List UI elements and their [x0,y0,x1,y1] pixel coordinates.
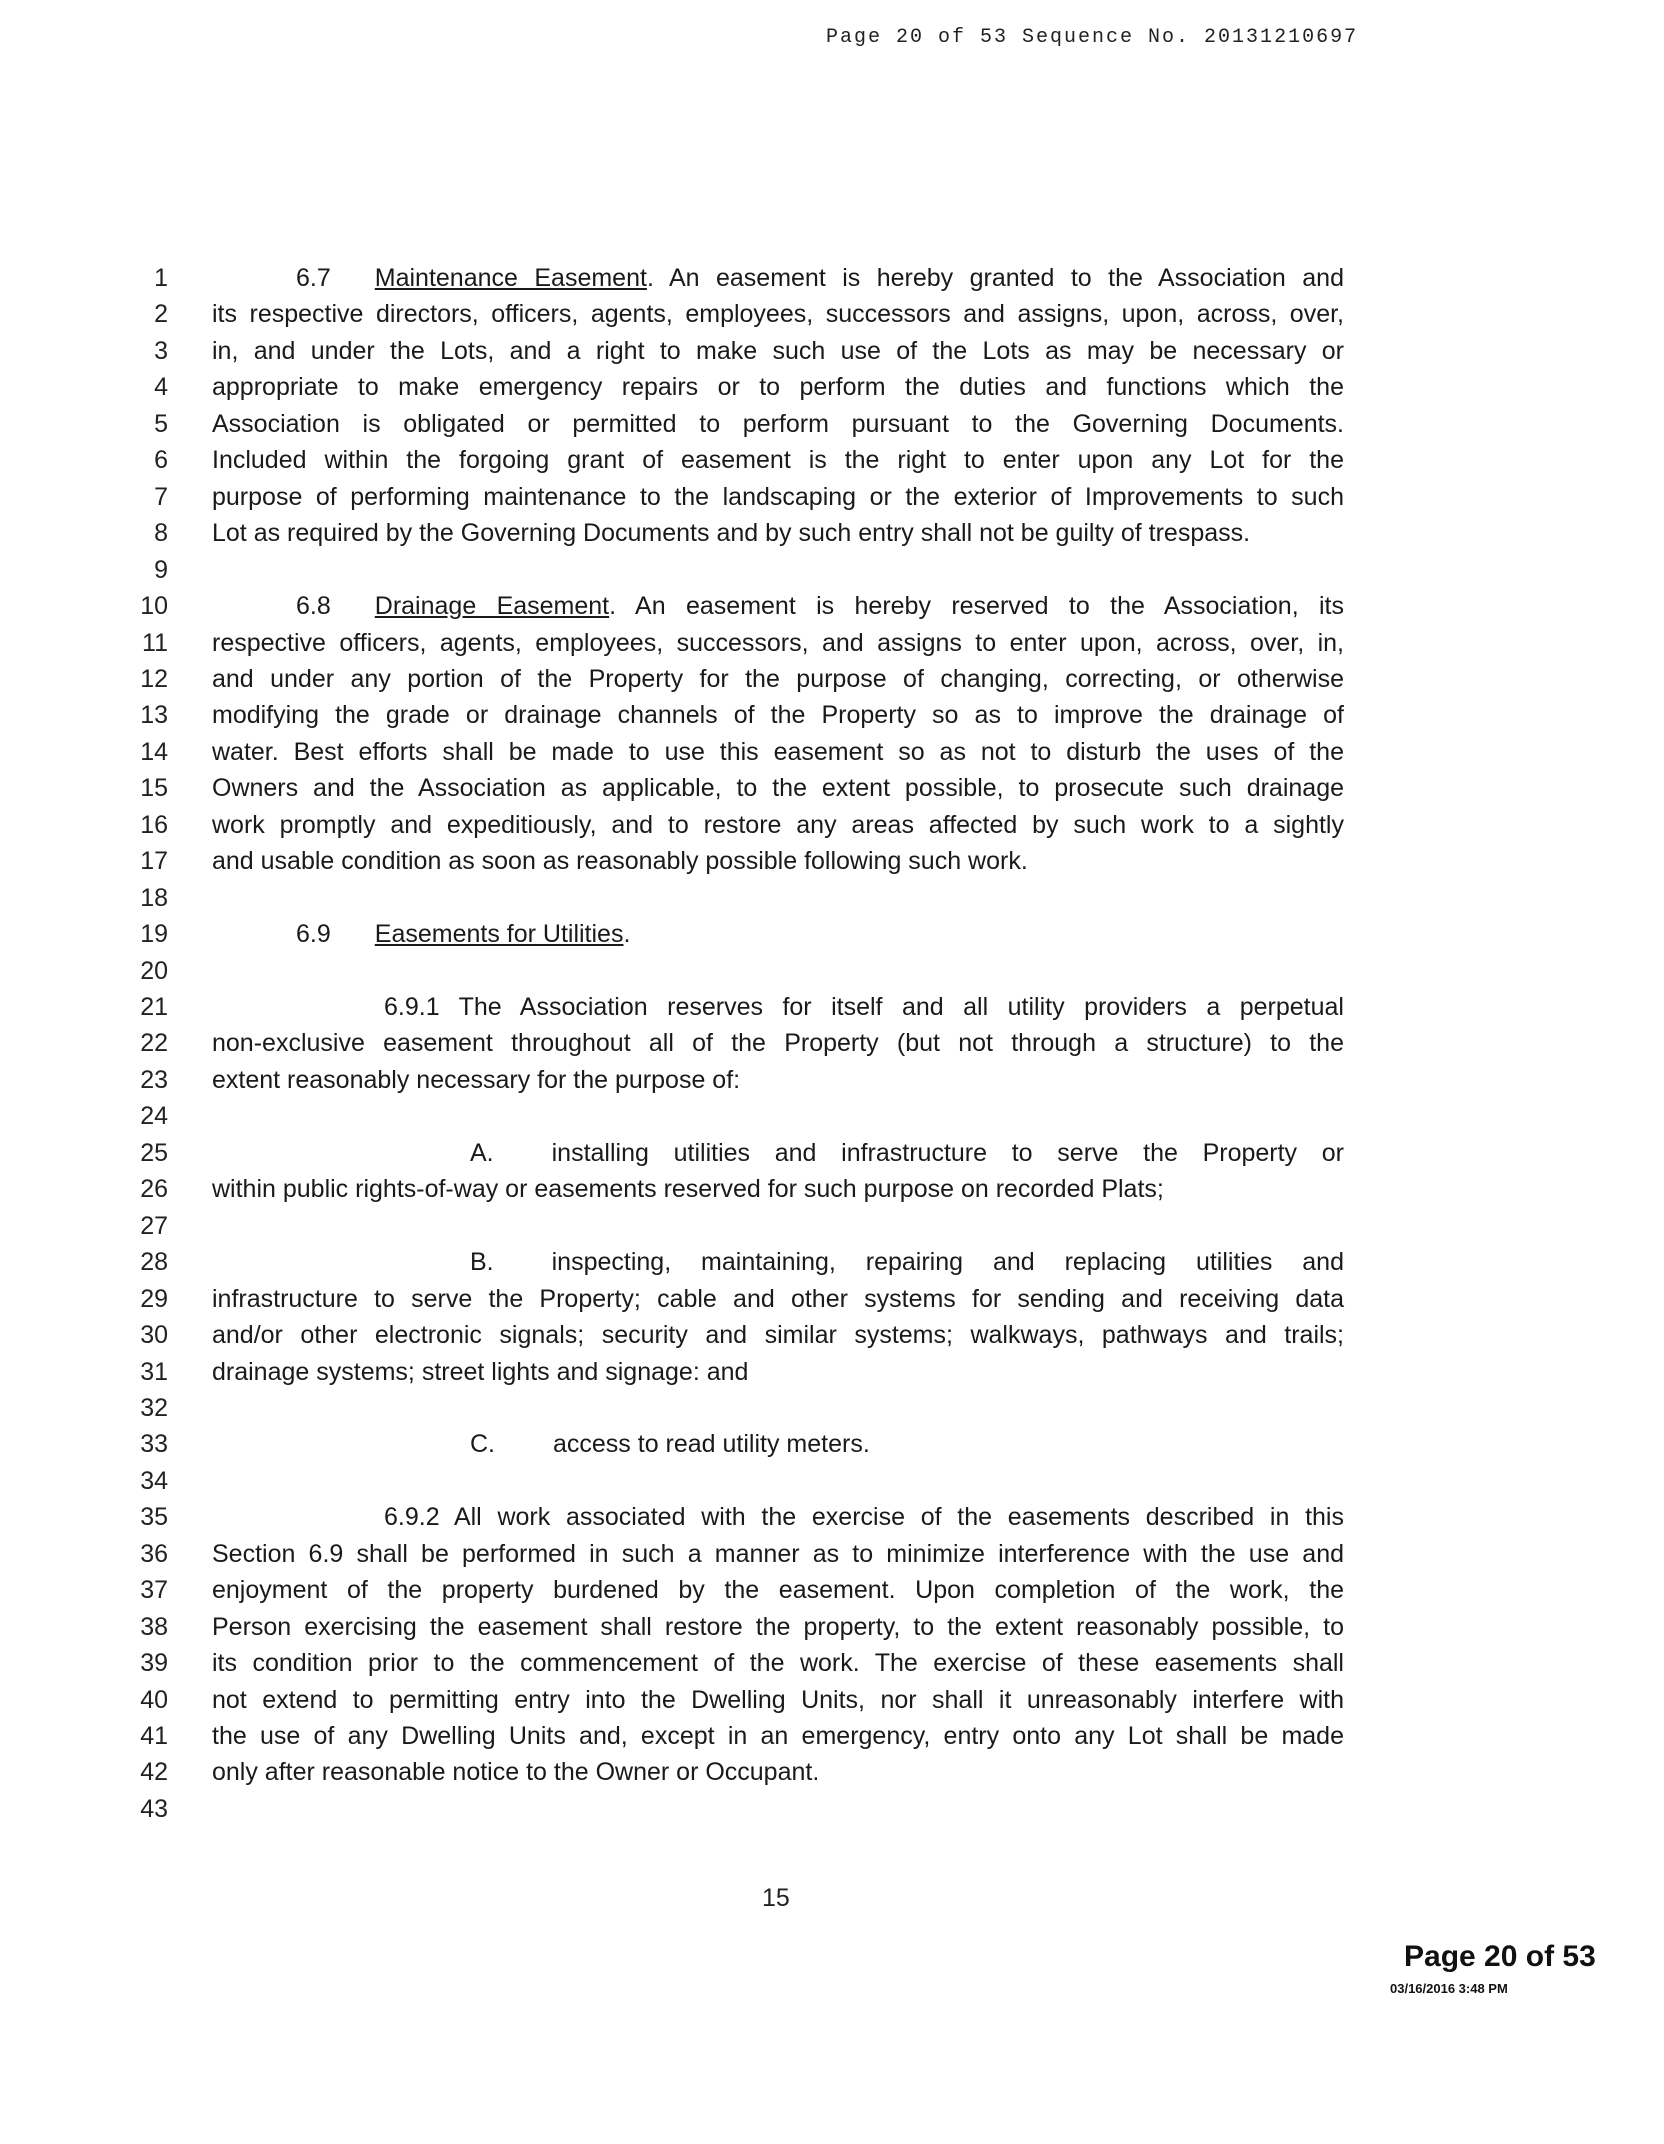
text-run: . An easement is hereby granted to the Association and [646,264,1344,292]
line-text: modifying the grade or drainage channels of the Property so as to improve the drainage of [212,701,1344,730]
doc-line [0,697,1664,733]
line-number: 34 [140,1466,168,1495]
line-number: 23 [140,1065,168,1094]
doc-line [0,1426,1664,1462]
doc-line [0,1754,1664,1790]
line-number: 11 [142,628,168,657]
doc-line [0,406,1664,442]
line-number: 18 [140,883,168,912]
line-number: 38 [140,1612,168,1641]
doc-line [0,260,1664,296]
line-text: Included within the forgoing grant of easement is the right to enter upon any Lot for the [212,446,1344,475]
line-number: 16 [140,810,168,839]
line-text: Section 6.9 shall be performed in such a manner as to minimize interference with the use and [212,1539,1344,1568]
text-run: access to read utility meters. [553,1430,870,1459]
line-number: 14 [140,737,168,766]
text-run: . An easement is hereby reserved to the Association, its [609,592,1344,621]
doc-line [0,1572,1664,1608]
line-number: 9 [154,555,168,584]
doc-line [0,1281,1664,1317]
line-number: 15 [140,774,168,803]
doc-line [0,625,1664,661]
doc-line [0,552,1664,588]
line-number: 4 [154,373,168,402]
line-number: 30 [140,1321,168,1350]
line-text: its condition prior to the commencement of the work. The exercise of these easements shall [212,1649,1344,1678]
doc-line [0,1317,1664,1353]
doc-line [0,588,1664,624]
line-number: 31 [140,1357,168,1386]
doc-line [0,1354,1664,1390]
doc-line [0,479,1664,515]
text-run: 6.9.1 The Association reserves for itself and all utility providers a perpetual [384,993,1344,1021]
line-number: 1 [154,264,168,292]
doc-line [0,843,1664,879]
section-title: Drainage Easement [374,592,610,621]
doc-line [0,807,1664,843]
line-text: respective officers, agents, employees, successors, and assigns to enter upon, across, over, in, [212,628,1344,657]
doc-line [0,880,1664,916]
doc-line [0,369,1664,405]
line-text [296,260,1344,296]
line-text: within public rights-of-way or easements reserved for such purpose on recorded Plats; [212,1175,1164,1204]
doc-line [0,1536,1664,1572]
doc-line [0,953,1664,989]
text-run: . [623,920,631,949]
line-number: 36 [140,1539,168,1568]
doc-line [0,1791,1664,1827]
line-number: 40 [140,1685,168,1714]
text-run: installing utilities and infrastructure to serve the Property or [551,1138,1344,1167]
line-text: the use of any Dwelling Units and, except in an emergency, entry onto any Lot shall be made [212,1722,1344,1750]
text-run: 6.8 [296,592,331,621]
footer-timestamp: 03/16/2016 3:48 PM [1390,1981,1508,1996]
line-text: in, and under the Lots, and a right to make such use of the Lots as may be necessary or [212,336,1344,365]
line-text: purpose of performing maintenance to the landscaping or the exterior of Improvements to such [212,482,1344,511]
line-text: Lot as required by the Governing Documents and by such entry shall not be guilty of trespass. [212,519,1251,548]
doc-line [0,1208,1664,1244]
line-number: 21 [140,993,168,1021]
line-text [470,1135,1344,1171]
line-number: 24 [140,1102,168,1131]
text-run: 6.9.2 All work associated with the exercise of the easements described in this [384,1503,1344,1532]
doc-line [0,333,1664,369]
text-run: inspecting, maintaining, repairing and replacing utilities and [551,1248,1344,1277]
doc-line [0,770,1664,806]
text-run: 6.7 [296,264,331,292]
line-number: 43 [140,1794,168,1823]
doc-line [0,1390,1664,1426]
line-number: 7 [154,482,168,511]
line-number: 32 [140,1393,168,1422]
line-text: non-exclusive easement throughout all of the Property (but not through a structure) to the [212,1029,1344,1058]
line-number: 33 [140,1430,168,1459]
line-number: 25 [140,1138,168,1167]
doc-line [0,1463,1664,1499]
line-number: 26 [140,1175,168,1204]
doc-line [0,989,1664,1025]
doc-line [0,734,1664,770]
doc-line [0,442,1664,478]
doc-line [0,1499,1664,1535]
line-text: and/or other electronic signals; security and similar systems; walkways, pathways and trails; [212,1321,1344,1350]
line-number: 35 [140,1503,168,1532]
line-text [470,1426,1344,1462]
line-number: 10 [140,592,168,621]
line-number: 20 [140,956,168,985]
line-number: 22 [140,1029,168,1058]
doc-line [0,1025,1664,1061]
section-title: Easements for Utilities [374,920,624,949]
line-number: 2 [154,300,168,329]
line-number: 6 [154,446,168,475]
text-run: A. [470,1138,494,1167]
text-run: C. [470,1430,495,1459]
line-text [470,1244,1344,1280]
line-number: 27 [140,1211,168,1240]
line-text: drainage systems; street lights and signage: and [212,1357,749,1386]
line-text: infrastructure to serve the Property; cable and other systems for sending and receiving data [212,1284,1344,1313]
line-text: water. Best efforts shall be made to use this easement so as not to disturb the uses of the [212,737,1344,766]
line-number: 8 [154,519,168,548]
line-number: 17 [140,847,168,876]
line-text: extent reasonably necessary for the purpose of: [212,1065,741,1094]
doc-line [0,1244,1664,1280]
text-run: 6.9 [296,920,331,949]
line-text: Owners and the Association as applicable, to the extent possible, to prosecute such drainage [212,774,1344,803]
line-number: 42 [140,1758,168,1787]
doc-line [0,1062,1664,1098]
text-run: B. [470,1248,494,1277]
line-number: 13 [140,701,168,730]
doc-line [0,1098,1664,1134]
line-text [296,916,1344,952]
line-text: Association is obligated or permitted to perform pursuant to the Governing Documents. [212,409,1344,438]
footer-page-count: Page 20 of 53 [1404,1940,1596,1973]
line-number: 12 [140,664,168,693]
doc-line [0,296,1664,332]
line-text [296,588,1344,624]
line-number: 41 [140,1722,168,1750]
line-number: 3 [154,336,168,365]
doc-line [0,1718,1664,1754]
line-text: Person exercising the easement shall restore the property, to the extent reasonably possible, to [212,1612,1344,1641]
line-text: work promptly and expeditiously, and to restore any areas affected by such work to a sightly [212,810,1344,839]
line-text: appropriate to make emergency repairs or to perform the duties and functions which the [212,373,1344,402]
line-number: 29 [140,1284,168,1313]
doc-line [0,916,1664,952]
doc-line [0,1682,1664,1718]
doc-line [0,515,1664,551]
recording-header: Page 20 of 53 Sequence No. 20131210697 [826,26,1359,49]
line-number: 37 [140,1576,168,1605]
line-text [384,989,1344,1025]
doc-line [0,1609,1664,1645]
line-text: not extend to permitting entry into the Dwelling Units, nor shall it unreasonably interfere with [212,1685,1344,1714]
line-text: enjoyment of the property burdened by the easement. Upon completion of the work, the [212,1576,1344,1605]
line-text: only after reasonable notice to the Owner or Occupant. [212,1758,820,1787]
line-number: 28 [140,1248,168,1277]
page-number: 15 [762,1884,790,1912]
line-text: its respective directors, officers, agents, employees, successors and assigns, upon, across, over, [212,300,1344,329]
line-number: 39 [140,1649,168,1678]
line-text [384,1499,1344,1535]
doc-line [0,1645,1664,1681]
doc-line [0,1171,1664,1207]
doc-line [0,661,1664,697]
line-text: and under any portion of the Property for the purpose of changing, correcting, or otherwise [212,664,1344,693]
line-number: 19 [140,920,168,949]
section-title: Maintenance Easement [374,264,647,292]
line-number: 5 [154,409,168,438]
line-text: and usable condition as soon as reasonably possible following such work. [212,847,1028,876]
doc-line [0,1135,1664,1171]
